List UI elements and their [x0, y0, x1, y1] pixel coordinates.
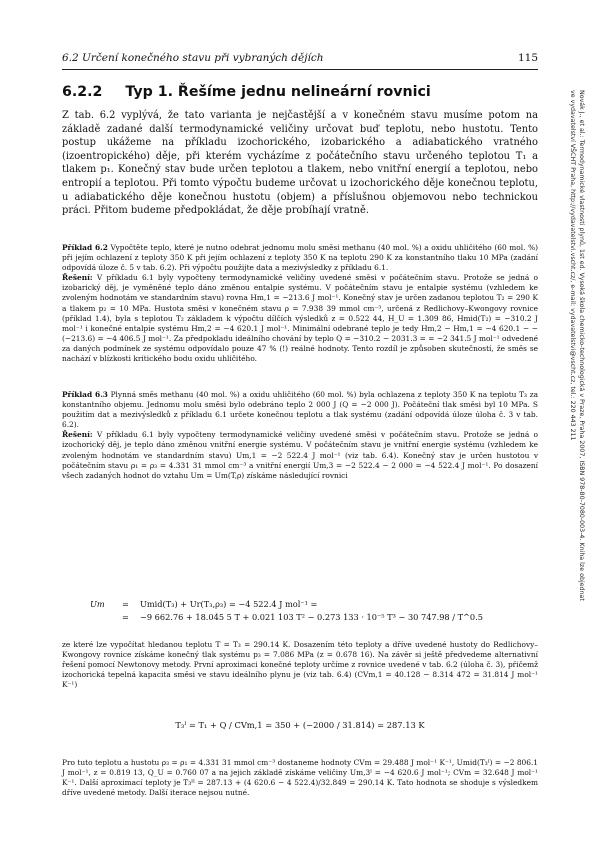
closing-paragraph: Pro tuto teplotu a hustotu ρ₃ = ρ₁ = 4.331 31 mmol cm⁻³ dostaneme hodnoty CVm = 29.488 J mol⁻¹ K⁻¹, Umid(T₃ᴵ) = −2 806.1 J mol⁻¹, z = 0.819 13, Q_U = 0.760 07 a na jejich základě získáme veličiny Um,3ᴵ = −4 620.6 J mol⁻¹; CVm = 32.648 J mol⁻¹ K⁻¹. Další aproximací teploty je T₃ᴵᴵ = 287.13 + (4 620.6 − 4 522.4)/32.849 = 290.14 K. Tato hodnota se shoduje s výsledkem dříve uvedené metody. Další iterace nejsou nutné.	[62, 758, 538, 798]
equation-internal-energy	[90, 598, 530, 624]
example-label: Příklad 6.3	[62, 390, 108, 399]
equation-rhs: −9 662.76 + 18.045 5 T + 0.021 103 T² − 0.273 133 · 10⁻⁵ T³ − 30 747.98 / T^0.5	[140, 612, 483, 622]
solution-label: Řešení:	[62, 430, 93, 440]
equation-line: Um = Umid(T₃) + Ur(T₃,ρ₃) = −4 522.4 J mol⁻¹ =	[90, 599, 318, 609]
citation-text: Novák J., et al.: Termodynamické vlastnosti plynů, 1st ed. Vysoká škola chemicko-technologická v Praze, Praha 2007, ISBN 978-80-7080-003-4. Kniha lze objednat ve vydavatelství VŠCHT Praha, http://vydavatelstvi.vscht.cz/, e-mail: vydavatelstvi@vscht.cz, tel.: 220 443 211	[569, 90, 585, 601]
equation-lhs: Um	[90, 599, 105, 609]
page-number: 115	[517, 52, 538, 64]
section-title: Typ 1. Řešíme jednu nelineární rovnici	[125, 84, 431, 100]
sidebar-citation	[560, 90, 590, 610]
example-text: Plynná směs methanu (40 mol. %) a oxidu uhličitého (60 mol. %) byla ochlazena z teploty 350 K na teplotu T₃ za konstantního objemu. Jednomu molu směsi bylo odebráno teplo 2 000 J (Q = −2 000 J). Počáteční tlak směsi byl 10 MPa. S použitím dat a mezivýsledků z příkladu 6.1 určete konečnou teplotu a tlak systému (zadání odpovídá úloze úloha č. 3 v tab. 6.2).	[62, 390, 538, 430]
example-label: Příklad 6.2	[62, 243, 108, 252]
equation-line: = −9 662.76 + 18.045 5 T + 0.021 103 T² − 0.273 133 · 10⁻⁵ T³ − 30 747.98 / T^0.5	[122, 612, 483, 622]
example-text: Vypočtěte teplo, které je nutno odebrat jednomu molu směsi methanu (40 mol. %) a oxidu uhličitého (60 mol. %) při jejím ochlazení z teploty 350 K při jejím ochlazení z teploty 350 K na teplotu 290 K za konstantního tlaku 10 MPa (zadání odpovídá úloze č. 5 v tab. 6.2). Při výpočtu použijte data a mezivýsledky z příkladu 6.1.	[62, 243, 538, 273]
running-header	[62, 52, 538, 64]
example-6-3	[62, 390, 538, 481]
running-title: 6.2 Určení konečného stavu při vybraných dějích	[62, 52, 324, 64]
text-after-equation: ze které lze vypočítat hledanou teplotu T = T₃ = 290.14 K. Dosazením této teploty a dříve uvedené hustoty do Redlichovy–Kwongovy rovnice získáme konečný tlak systému p₃ = 7.086 MPa (z = 0.678 16). Na závěr si ještě předvedeme alternativní řešení pomocí Newtonovy metody. První aproximaci konečné teploty určíme z rovnice uvedené v tab. 6.2 (úloha č. 3), přičemž izochorická tepelná kapacita směsi ve stavu ideálního plynu je (viz tab. 6.4) (CVm,1 = 40.128 − 8.314 472 = 31.814 J mol⁻¹ K⁻¹)	[62, 640, 538, 690]
intro-paragraph: Z tab. 6.2 vyplývá, že tato varianta je nejčastější a v konečném stavu musíme potom na základě zadané další termodynamické veličiny určovat buď teplotu, nebo hustotu. Tento postup ukážeme na příkladu izochorického, izobarického a adiabatického vratného (izoentropického) děje, při kterém vycházíme z počátečního stavu určeného teplotou T₁ a tlakem p₁. Konečný stav bude určen teplotou a tlakem, nebo vnitřní energií a teplotou, nebo entropií a teplotou. Při tomto výpočtu budeme určovat u izochorického děje konečnou teplotu, u adiabatického děje konečnou hustotu (objem) a příslušnou objemovou nebo technickou práci. Přitom budeme předpokládat, že děje probíhají vratně.	[62, 110, 538, 217]
equation-first-approximation: T₃ᴵ = T₁ + Q / CVm,1 = 350 + (−2000 / 31.814) = 287.13 K	[175, 720, 425, 730]
section-number: 6.2.2	[62, 84, 103, 100]
equation-rhs: Umid(T₃) + Ur(T₃,ρ₃) = −4 522.4 J mol⁻¹ =	[140, 599, 318, 609]
example-6-2	[62, 243, 538, 364]
solution-text: V příkladu 6.1 byly vypočteny termodynamické veličiny uvedené směsi v počátečním stavu. Protože se jedná o izochorický děj, je teplo dáno změnou vnitřní energie systému. V počátečním stavu je vnitřní energie systému (vzhledem ke zvoleným hodnotám ve standardním stavu) Um,1 = −2 522.4 J mol⁻¹ (viz tab. 6.4). Konečný stav je určen hustotou v počátečním stavu ρ₁ = ρ₃ = 4.331 31 mmol cm⁻³ a vnitřní energií Um,3 = −2 522.4 − 2 000 = −4 522.4 J mol⁻¹. Po dosazení všech zadaných hodnot do vztahu Um = Um(T,ρ) získáme následující rovnici	[62, 430, 538, 480]
solution-text: V příkladu 6.1 byly vypočteny termodynamické veličiny uvedené směsi v počátečním stavu. Protože se jedná o izobarický děj, je vyměněné teplo dáno změnou entalpie systému. V počátečním stavu je entalpie systému (vzhledem ke zvoleným hodnotám ve standardním stavu) rovna Hm,1 = −213.6 J mol⁻¹. Konečný stav je určen zadanou teplotou T₂ = 290 K a tlakem p₂ = 10 MPa. Hustota směsi v konečném stavu ρ = 7.938 39 mmol cm⁻³, určená z Redlichovy–Kwongovy rovnice (příklad 1.4), byla s teplotou T₂ základem k výpočtu dílčích výsledků z = 0.522 44, H_U = 1.309 86, Hmid(T₂) = −310.2 J mol⁻¹ i konečné entalpie systému Hm,2 = −4 620.1 J mol⁻¹. Minimální odebrané teplo je tedy Hm,2 − Hm,1 = −4 620.1 − −(−213.6) = −4 406.5 J mol⁻¹. Za předpokladu ideálního chování by teplo Q = −310.2 − 2031.3 = = −2 341.5 J mol⁻¹ odvedené za daných podmínek ze systému odpovídalo pouze 47 % (!) reálné hodnoty. Tento rozdíl je způsoben skutečností, že směs se nachází v blízkosti kritického bodu oxidu uhličitého.	[62, 273, 538, 364]
section-heading	[62, 84, 431, 100]
solution-label: Řešení:	[62, 273, 93, 283]
header-rule	[62, 69, 538, 70]
